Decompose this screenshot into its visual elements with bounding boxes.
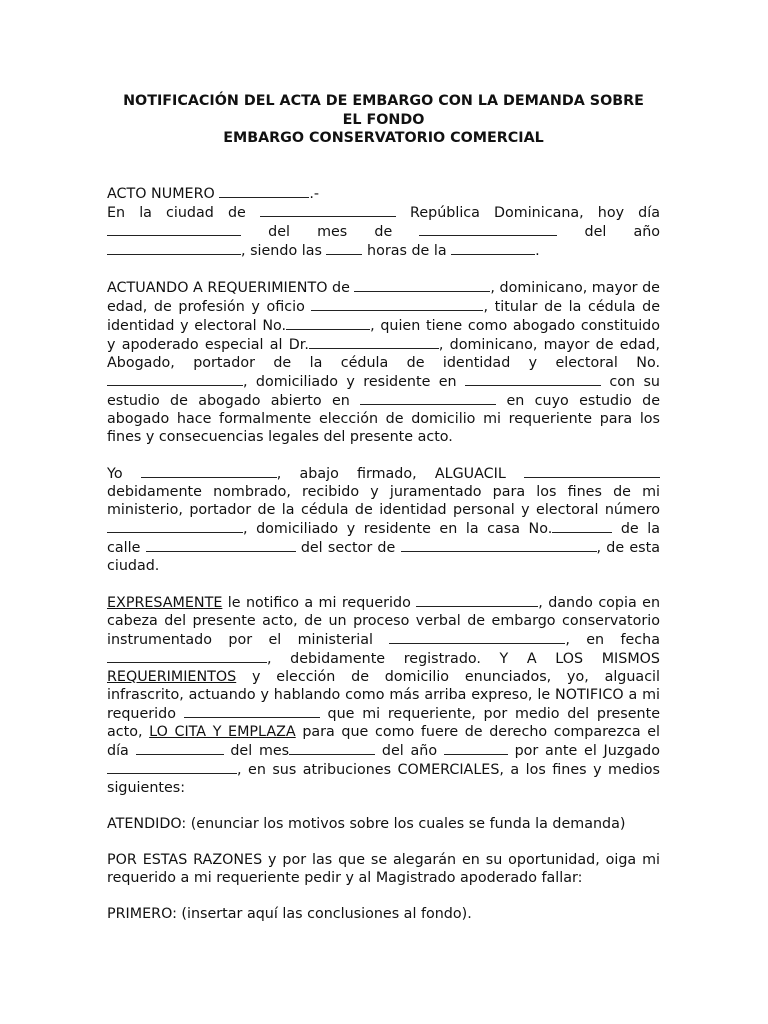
blank-field — [444, 741, 508, 755]
blank-field — [451, 241, 535, 255]
blank-field — [107, 649, 267, 663]
blank-field — [107, 241, 241, 255]
blank-field — [552, 519, 612, 533]
blank-field — [136, 741, 224, 755]
blank-field — [309, 335, 439, 349]
title-line-3: EMBARGO CONSERVATORIO COMERCIAL — [223, 130, 544, 146]
ciudad-paragraph: En la ciudad de República Dominicana, hoy día del mes de del año , siendo las horas de la . — [107, 204, 661, 259]
acto-label: ACTO NUMERO — [107, 185, 215, 202]
blank-field — [389, 630, 565, 644]
blank-field — [107, 222, 241, 236]
acto-paragraph: ACTO NUMERO .- — [107, 185, 320, 202]
blank-field — [289, 741, 375, 755]
blank-field — [107, 519, 243, 533]
razones-paragraph: POR ESTAS RAZONES y por las que se alegarán en su oportunidad, oiga mi requerido a mi requeriente pedir y al Magistrado apoderado fallar: — [107, 851, 660, 886]
actuando-paragraph: ACTUANDO A REQUERIMIENTO de , dominicano, mayor de edad, de profesión y oficio , titular de la cédula de identidad y electoral No. , quien tiene como abogado constituido y apoderado especial al Dr. , dominicano, mayor de edad, Abogado, portador de la cédula de identidad y electoral No. , domiciliado y residente en con su estudio de abogado abierto en en cuyo estudio de abogado hace formalmente elección de domicilio mi requeriente para los fines y consecuencias legales del presente acto. — [107, 279, 660, 445]
blank-field — [419, 222, 557, 236]
blank-field — [286, 316, 370, 330]
blank-field — [524, 464, 660, 478]
blank-field — [416, 593, 538, 607]
blank-field — [465, 372, 601, 386]
document-title — [107, 92, 660, 148]
blank-field — [401, 538, 597, 552]
primero-paragraph: PRIMERO: (insertar aquí las conclusiones al fondo). — [107, 905, 472, 922]
blank-field — [260, 203, 396, 217]
blank-field — [354, 278, 490, 292]
blank-field — [107, 372, 243, 386]
blank-field — [141, 464, 277, 478]
title-line-1: NOTIFICACIÓN DEL ACTA DE EMBARGO CON LA DEMANDA SOBRE — [123, 93, 644, 109]
blank-field — [311, 297, 483, 311]
title-line-2: EL FONDO — [342, 111, 425, 128]
atendido-paragraph: ATENDIDO: (enunciar los motivos sobre los cuales se funda la demanda) — [107, 815, 626, 832]
blank-field — [360, 391, 496, 405]
yo-paragraph: Yo , abajo firmado, ALGUACIL debidamente nombrado, recibido y juramentado para los fines de mi ministerio, portador de la cédula de identidad personal y electoral número , domiciliado y residente en la casa No. de la calle del sector de , de esta ciudad. — [107, 465, 661, 574]
blank-field — [146, 538, 296, 552]
blank-field — [326, 241, 362, 255]
blank-field — [219, 184, 309, 198]
blank-field — [184, 704, 320, 718]
document-page — [107, 92, 660, 923]
blank-field — [107, 760, 237, 774]
expresamente-paragraph: EXPRESAMENTE le notifico a mi requerido , dando copia en cabeza del presente acto, de un proceso verbal de embargo conservatorio instrumentado por el ministerial , en fecha , debidamente registrado. Y A LOS MISMOS REQUERIMIENTOS y elección de domicilio enunciados, yo, alguacil infrascrito, actuando y hablando como más arriba expreso, le NOTIFICO a mi requerido que mi requeriente, por medio del presente acto, LO CITA Y EMPLAZA para que como fuere de derecho comparezca el día del mes del año por ante el Juzgado , en sus atribuciones COMERCIALES, a los fines y medios siguientes: — [107, 594, 661, 796]
